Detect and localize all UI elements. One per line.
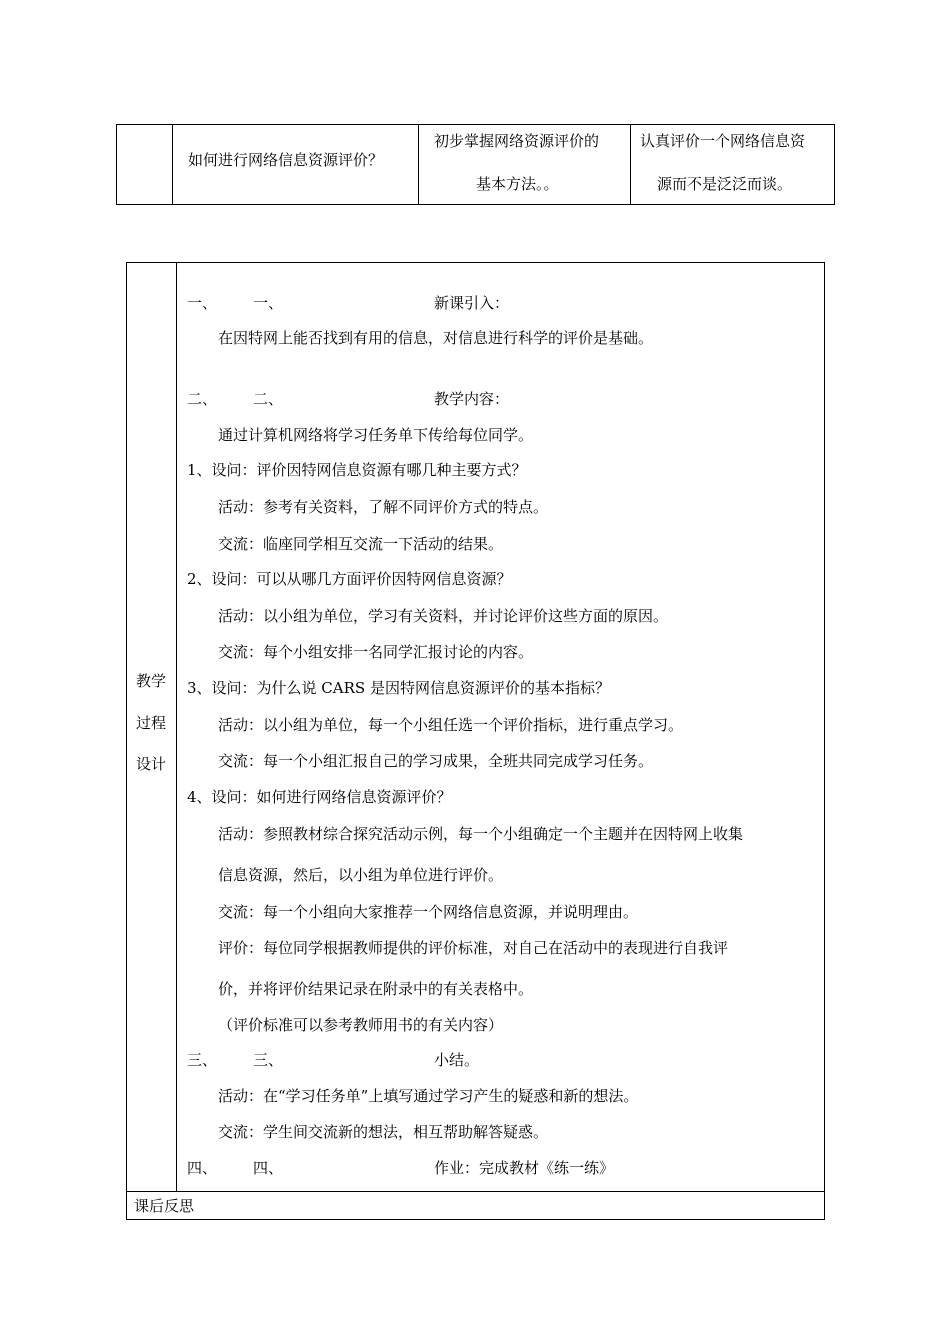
question1-activity: 活动：参考有关资料，了解不同评价方式的特点。 [218, 498, 549, 516]
question4-evaluation-line1: 评价：每位同学根据教师提供的评价标准，对自己在活动中的表现进行自我评 [218, 939, 729, 957]
top-table-cell-attitude-line1: 认真评价一个网络信息资 [640, 132, 806, 150]
section4-num2: 四、 [253, 1159, 284, 1177]
section2-title: 教学内容： [434, 390, 510, 408]
question2: 2、设问：可以从哪几方面评价因特网信息资源？ [187, 570, 512, 588]
section3-num2: 三、 [253, 1051, 284, 1069]
section4-num1: 四、 [187, 1159, 218, 1177]
question4-evaluation-line2: 价，并将评价结果记录在附录中的有关表格中。 [218, 980, 534, 998]
question4-note: （评价标准可以参考教师用书的有关内容） [218, 1016, 504, 1034]
section2-num2: 二、 [253, 390, 284, 408]
section2-num1: 二、 [187, 390, 218, 408]
question3-exchange: 交流：每一个小组汇报自己的学习成果，全班共同完成学习任务。 [218, 752, 654, 770]
question2-exchange: 交流：每个小组安排一名同学汇报讨论的内容。 [218, 643, 534, 661]
section3-title: 小结。 [434, 1051, 480, 1069]
left-label-line3: 设计 [136, 755, 167, 773]
top-table-cell-attitude-line2: 源而不是泛泛而谈。 [657, 175, 793, 193]
section1-title: 新课引入： [434, 294, 510, 312]
section2-intro: 通过计算机网络将学习任务单下传给每位同学。 [218, 426, 534, 444]
section1-num2: 一、 [253, 294, 284, 312]
reflection-label: 课后反思 [134, 1197, 195, 1215]
question1-exchange: 交流：临座同学相互交流一下活动的结果。 [218, 535, 504, 553]
section1-num1: 一、 [187, 294, 218, 312]
left-label-line2: 过程 [136, 714, 167, 732]
section3-exchange: 交流：学生间交流新的想法，相互帮助解答疑惑。 [218, 1123, 549, 1141]
question4-activity-line2: 信息资源，然后，以小组为单位进行评价。 [218, 866, 504, 884]
section4-title: 作业：完成教材《练一练》 [434, 1159, 615, 1177]
question3-activity: 活动：以小组为单位，每一个小组任选一个评价指标，进行重点学习。 [218, 716, 684, 734]
top-table-cell-knowledge-line1: 初步掌握网络资源评价的 [434, 132, 600, 150]
left-label-line1: 教学 [136, 672, 167, 690]
question1: 1、设问：评价因特网信息资源有哪几种主要方式？ [187, 461, 527, 479]
section3-activity: 活动：在“学习任务单”上填写通过学习产生的疑惑和新的想法。 [218, 1087, 639, 1105]
top-table-cell-question: 如何进行网络信息资源评价？ [188, 151, 384, 169]
section3-num1: 三、 [187, 1051, 218, 1069]
question2-activity: 活动：以小组为单位，学习有关资料，并讨论评价这些方面的原因。 [218, 607, 669, 625]
question4-activity-line1: 活动：参照教材综合探究活动示例，每一个小组确定一个主题并在因特网上收集 [218, 825, 744, 843]
question4-exchange: 交流：每一个小组向大家推荐一个网络信息资源，并说明理由。 [218, 903, 639, 921]
top-table-cell-knowledge-line2: 基本方法。。 [476, 175, 559, 193]
question3: 3、设问：为什么说 CARS 是因特网信息资源评价的基本指标？ [187, 679, 610, 697]
section1-text: 在因特网上能否找到有用的信息，对信息进行科学的评价是基础。 [218, 329, 654, 347]
question4: 4、设问：如何进行网络信息资源评价？ [187, 788, 452, 806]
